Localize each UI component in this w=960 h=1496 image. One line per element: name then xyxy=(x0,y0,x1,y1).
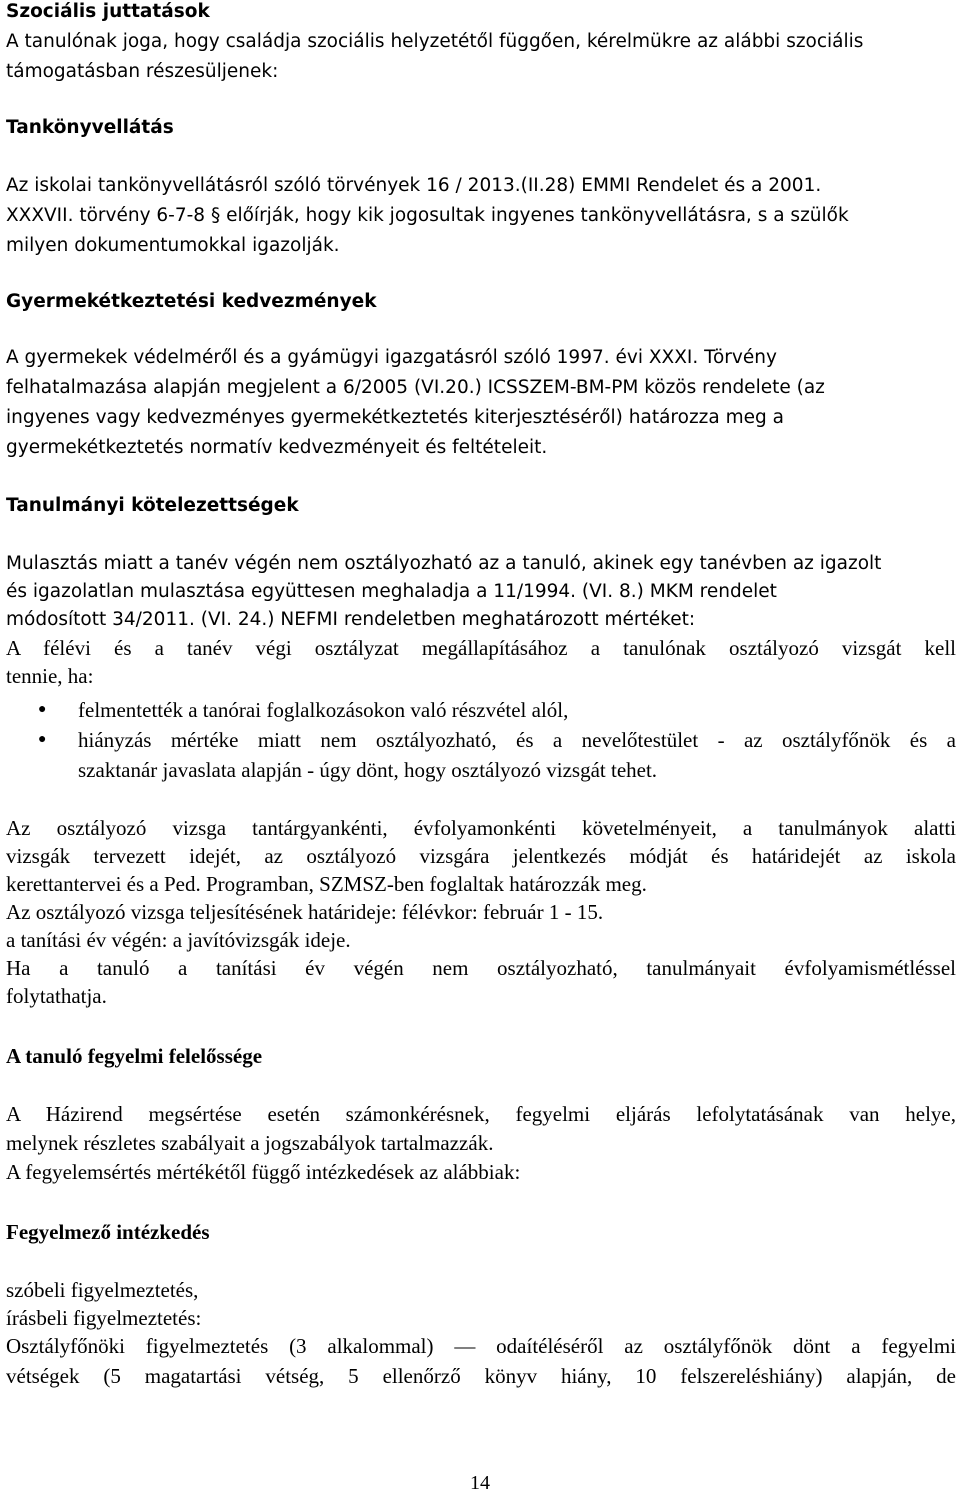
measures-line-3: Osztályfőnöki figyelmeztetés (3 alkalommal) — odaítéléséről az osztályfőnök dönt a fegyelmi xyxy=(6,1334,956,1358)
child-meals-line-2: felhatalmazása alapján megjelent a 6/2005 (VI.20.) ICSSZEM-BM-PM közös rendelete (az xyxy=(6,377,825,398)
exam-line-3: kerettantervei és a Ped. Programban, SZMSZ-ben foglaltak határozzák meg. xyxy=(6,872,647,896)
exam-line-4: Az osztályozó vizsga teljesítésének határideje: félévkor: február 1 - 15. xyxy=(6,900,604,924)
bullet-item-2-line-2: szaktanár javaslata alapján - úgy dönt, hogy osztályozó vizsgát tehet. xyxy=(78,758,658,782)
page-number: 14 xyxy=(470,1472,490,1494)
social-line-2: támogatásban részesüljenek: xyxy=(6,61,279,82)
heading-disciplinary-measures: Fegyelmező intézkedés xyxy=(6,1220,210,1244)
child-meals-line-4: gyermekétkeztetés normatív kedvezményeit és feltételeit. xyxy=(6,437,548,458)
bullet-item-2-line-1: hiányzás mértéke miatt nem osztályozható, és a nevelőtestület - az osztályfőnök és a xyxy=(78,728,956,752)
exam-line-2: vizsgák tervezett idejét, az osztályozó vizsgára jelentkezés módját és határidejét az iskola xyxy=(6,844,956,868)
bullet-dot-icon: ● xyxy=(38,732,47,747)
heading-textbook: Tankönyvellátás xyxy=(6,117,174,138)
heading-child-meals: Gyermekétkeztetési kedvezmények xyxy=(6,291,377,312)
child-meals-line-3: ingyenes vagy kedvezményes gyermekétkeztetés kiterjesztéséről) határozza meg a xyxy=(6,407,784,428)
bullet-dot-icon: ● xyxy=(38,702,47,717)
exam-line-5: a tanítási év végén: a javítóvizsgák ideje. xyxy=(6,928,351,952)
measures-line-2: írásbeli figyelmeztetés: xyxy=(6,1306,202,1330)
duties-line-1: Mulasztás miatt a tanév végén nem osztályozható az a tanuló, akinek egy tanévben az igazolt xyxy=(6,553,882,574)
discipline-line-1: A Házirend megsértése esetén számonkérésnek, fegyelmi eljárás lefolytatásának van helye, xyxy=(6,1102,956,1126)
duties-line-5: tennie, ha: xyxy=(6,664,94,688)
heading-social-benefits: Szociális juttatások xyxy=(6,1,210,22)
discipline-line-3: A fegyelemsértés mértékétől függő intézkedések az alábbiak: xyxy=(6,1160,521,1184)
document-page xyxy=(6,0,956,1496)
heading-discipline: A tanuló fegyelmi felelőssége xyxy=(6,1044,263,1068)
exam-line-7: folytathatja. xyxy=(6,984,107,1008)
heading-study-duties: Tanulmányi kötelezettségek xyxy=(6,495,299,516)
child-meals-line-1: A gyermekek védelméről és a gyámügyi igazgatásról szóló 1997. évi XXXI. Törvény xyxy=(6,347,777,368)
textbook-line-3: milyen dokumentumokkal igazolják. xyxy=(6,235,340,256)
discipline-line-2: melynek részletes szabályait a jogszabályok tartalmazzák. xyxy=(6,1131,494,1155)
duties-line-3: módosított 34/2011. (VI. 24.) NEFMI rendeletben meghatározott mértéket: xyxy=(6,609,696,630)
duties-line-4: A félévi és a tanév végi osztályzat megállapításához a tanulónak osztályozó vizsgát kell xyxy=(6,636,956,660)
exam-line-1: Az osztályozó vizsga tantárgyankénti, évfolyamonkénti követelményeit, a tanulmányok alatti xyxy=(6,816,956,840)
exam-line-6: Ha a tanuló a tanítási év végén nem osztályozható, tanulmányait évfolyamismétléssel xyxy=(6,956,956,980)
textbook-line-2: XXXVII. törvény 6-7-8 § előírják, hogy kik jogosultak ingyenes tankönyvellátásra, s a szülők xyxy=(6,205,849,226)
measures-line-4: vétségek (5 magatartási vétség, 5 ellenőrző könyv hiány, 10 felszereléshiány) alapján, de xyxy=(6,1364,956,1388)
measures-line-1: szóbeli figyelmeztetés, xyxy=(6,1278,199,1302)
bullet-item-1: felmentették a tanórai foglalkozásokon való részvétel alól, xyxy=(78,698,569,722)
duties-line-2: és igazolatlan mulasztása együttesen meghaladja a 11/1994. (VI. 8.) MKM rendelet xyxy=(6,581,777,602)
textbook-line-1: Az iskolai tankönyvellátásról szóló törvények 16 / 2013.(II.28) EMMI Rendelet és a 2001. xyxy=(6,175,822,196)
social-line-1: A tanulónak joga, hogy családja szociális helyzetétől függően, kérelmükre az alábbi szociális xyxy=(6,31,864,52)
